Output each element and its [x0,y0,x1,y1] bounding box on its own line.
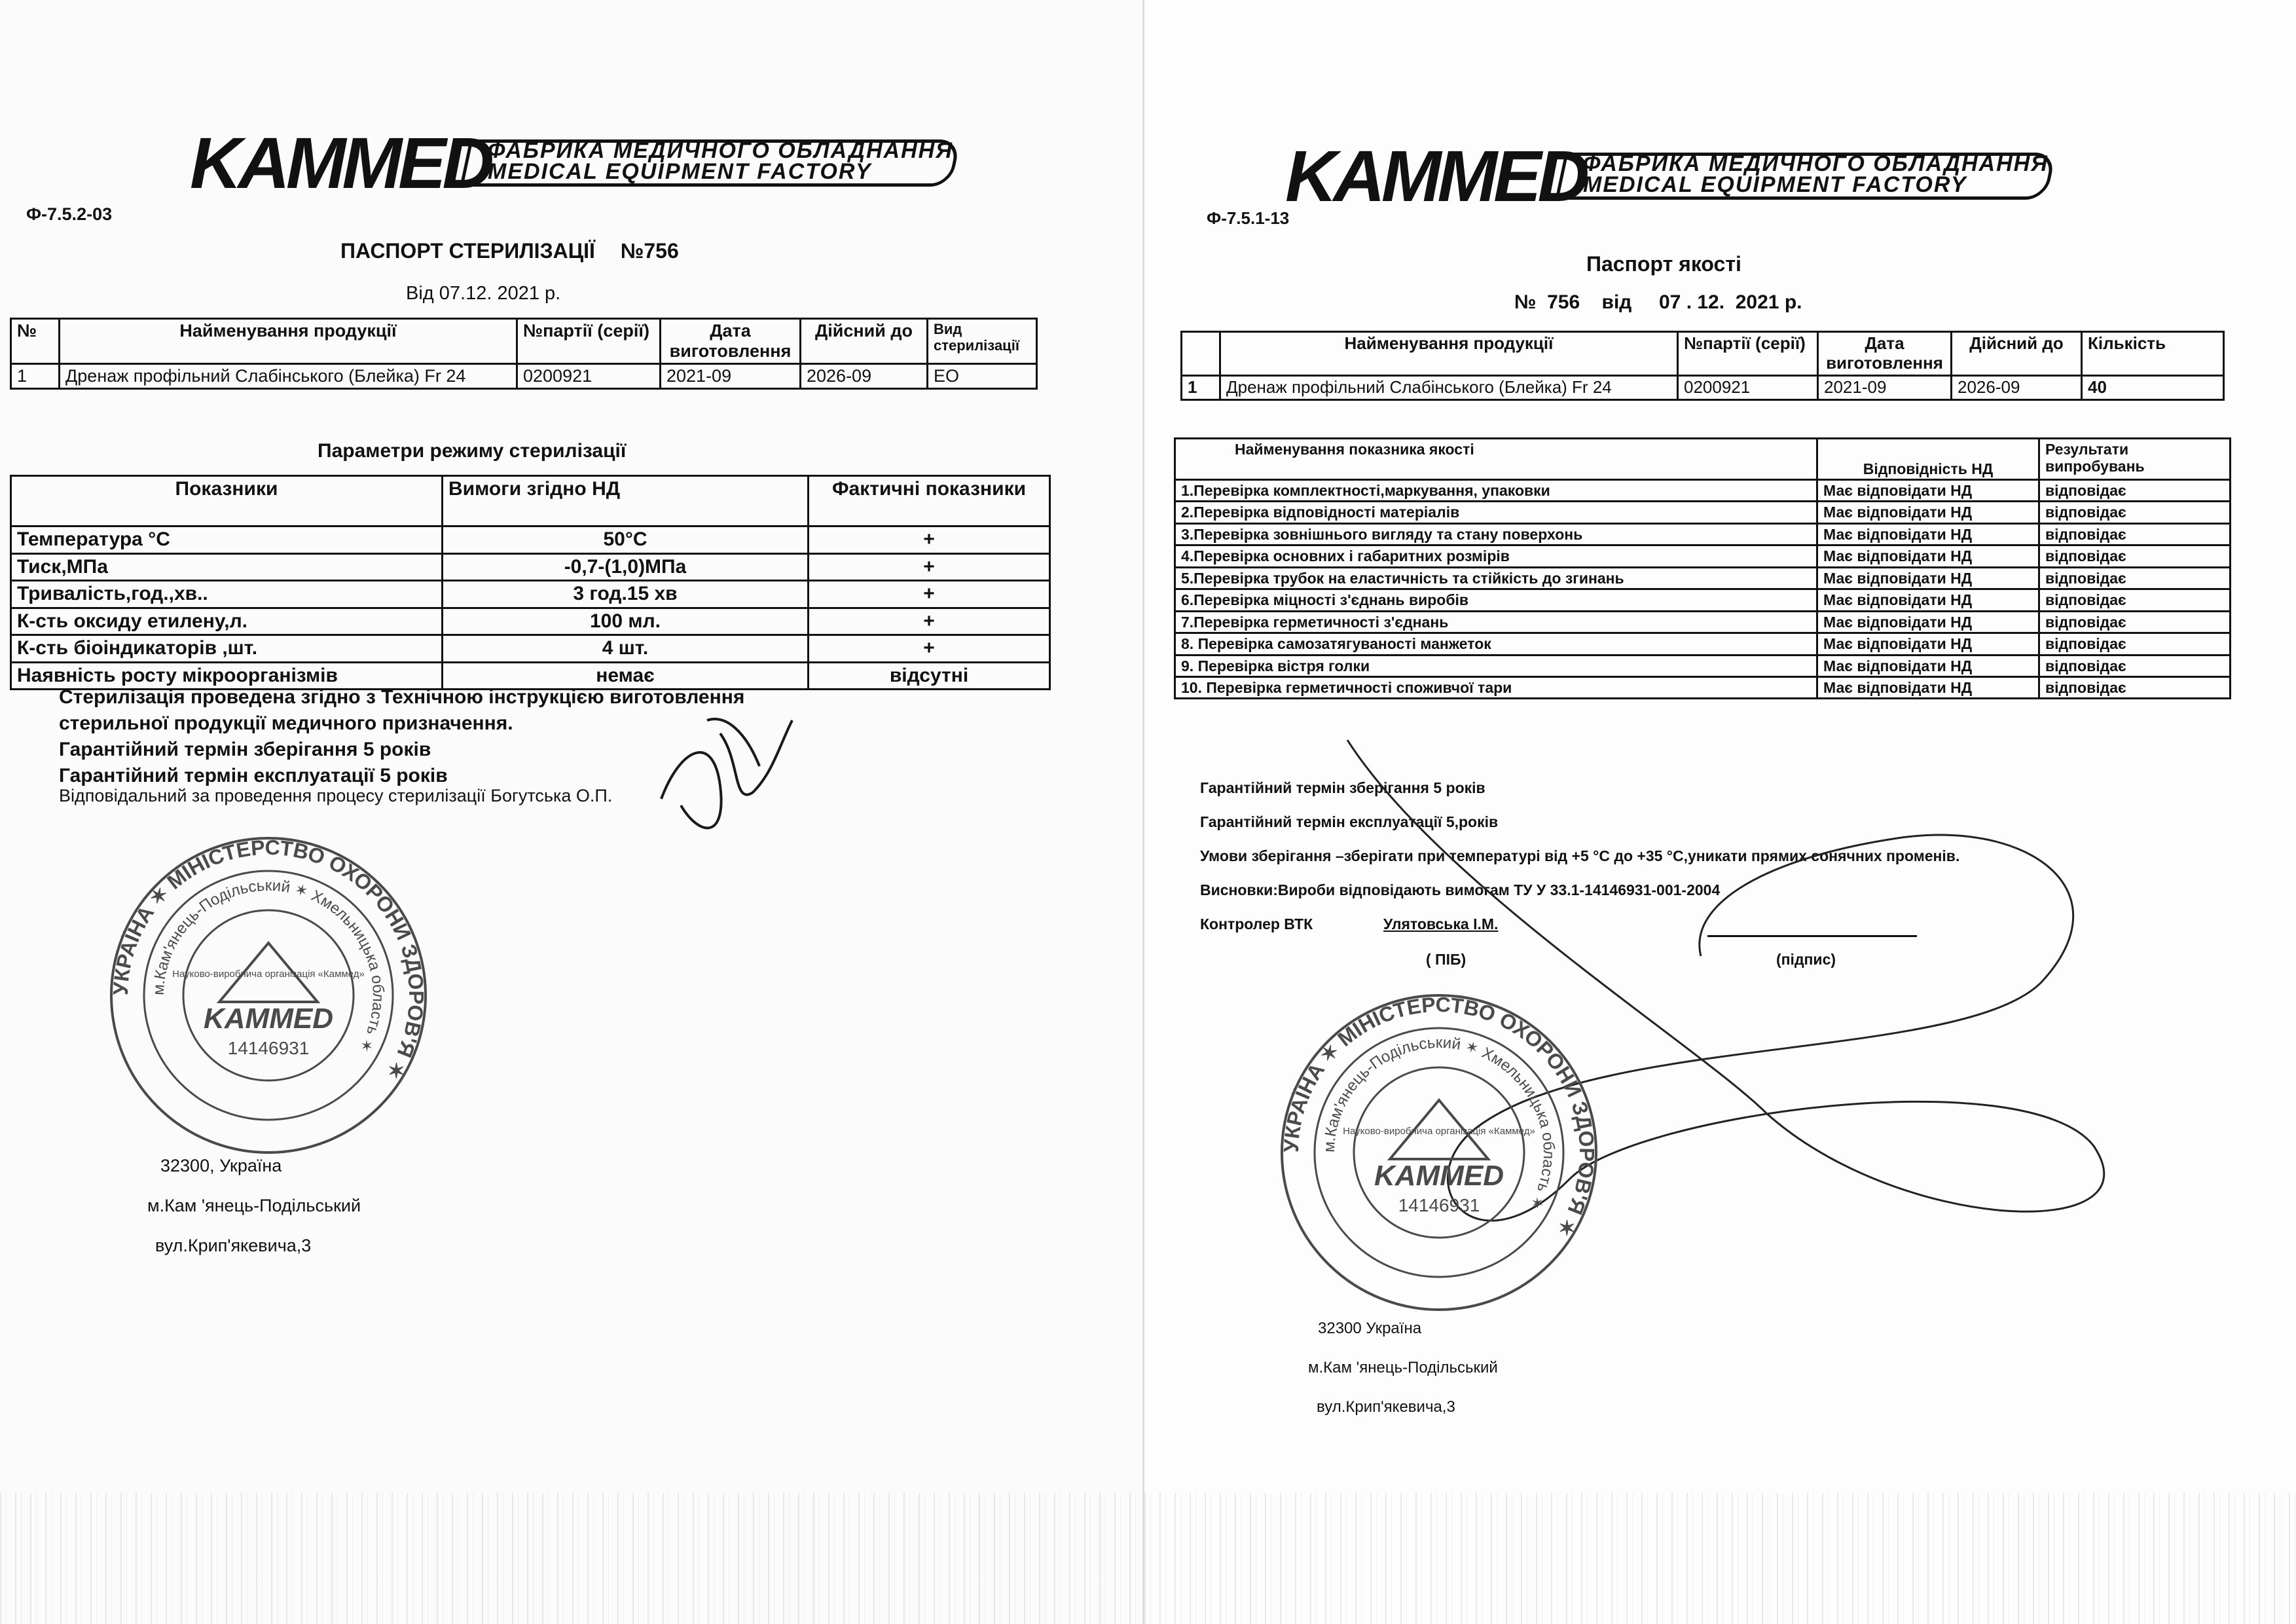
table-row [1175,589,2231,611]
stamp-inner-text: м.Кам'янець-Подільський ✶ Хмельницька область ✶ [1320,1033,1558,1213]
cell: 1 [11,364,60,389]
cell: 1.Перевірка комплектності,маркування, упаковки [1175,480,1817,502]
cell: + [809,526,1050,554]
header-cell: Вимоги згідно НД [443,476,809,526]
table-row [11,553,1050,581]
controller-label: Контролер ВТК [1200,915,1313,932]
header-cell: Відповідність НД [1817,439,2039,480]
cell: Має відповідати НД [1817,676,2039,698]
stamp-inner-text: м.Кам'янець-Подільський ✶ Хмельницька область ✶ [149,876,388,1056]
kammed-logo [190,123,962,204]
table-row [1175,545,2231,567]
cell: 0200921 [517,364,661,389]
stamp-code: 14146931 [1398,1195,1480,1215]
address-line: вул.Крип'якевича,3 [1317,1398,1455,1416]
header-cell [1182,332,1220,376]
table-header-row [11,319,1037,364]
logo-line1: ФАБРИКА МЕДИЧНОГО ОБЛАДНАННЯ [488,138,953,163]
storage-warranty: Гарантійний термін зберігання 5 років [1200,779,1485,796]
header-cell: Вид стерилізації [928,319,1037,364]
table-row [11,608,1050,635]
official-stamp [1275,989,1603,1316]
passport-number: №756 [620,239,679,263]
address-line: м.Кам 'янець-Подільський [147,1196,361,1215]
cell: відповідає [2039,611,2231,633]
table-row [11,364,1037,389]
stamp-outer-text: УКРАЇНА ✶ МІНІСТЕРСТВО ОХОРОНИ ЗДОРОВ'Я ✶ [108,835,429,1084]
cell: 2026-09 [1952,375,2082,399]
cell: 4 шт. [443,635,809,663]
cell: 2021-09 [661,364,801,389]
cell: 4.Перевірка основних і габаритних розмірів [1175,545,1817,567]
header-cell: Дата виготовлення [661,319,801,364]
cell: 9. Перевірка вістря голки [1175,655,1817,676]
cell: Має відповідати НД [1817,633,2039,655]
cell: відсутні [809,662,1050,690]
header-cell: Фактичні показники [809,476,1050,526]
table-row [11,581,1050,608]
cell: 2026-09 [801,364,928,389]
cell: 5.Перевірка трубок на еластичність та стійкість до згинань [1175,567,1817,589]
kammed-logo [1285,136,2058,217]
cell: Дренаж профільний Слабінського (Блейка) Fr 24 [1220,375,1678,399]
cell: Має відповідати НД [1817,502,2039,523]
header-cell: Найменування продукції [60,319,517,364]
note-line: Стерилізація проведена згідно з Технічною інструкцією виготовлення [59,686,745,708]
cell: відповідає [2039,480,2231,502]
passport-date: Від 07.12. 2021 р. [406,283,561,304]
conclusion: Висновки:Вироби відповідають вимогам ТУ У 33.1-14146931-001-2004 [1200,881,1721,898]
params-table [10,475,1051,690]
cell: відповідає [2039,676,2231,698]
scan-noise [1144,1493,2296,1624]
storage-warranty: Гарантійний термін зберігання 5 років [59,739,431,760]
table-row [1175,676,2231,698]
cell: 100 мл. [443,608,809,635]
cell: Має відповідати НД [1817,567,2039,589]
responsible-person: Відповідальний за проведення процесу стерилізації Богутська О.П. [59,786,613,805]
header-cell: Кількість [2082,332,2224,376]
scan-noise [0,1493,1142,1624]
signature-label: (підпис) [1776,951,1836,968]
table-row [1175,567,2231,589]
cell: Має відповідати НД [1817,480,2039,502]
cell: відповідає [2039,655,2231,676]
form-code: Ф-7.5.1-13 [1207,208,1290,228]
cell: Наявність росту мікроорганізмів [11,662,443,690]
cell: 2.Перевірка відповідності матеріалів [1175,502,1817,523]
cell: 1 [1182,375,1220,399]
cell: 8. Перевірка самозатягуваності манжеток [1175,633,1817,655]
header-cell: Найменування продукції [1220,332,1678,376]
stamp-seal [105,832,432,1159]
table-row [1175,655,2231,676]
controller-name: Улятовська І.М. [1383,915,1499,932]
header-cell: Дата виготовлення [1818,332,1952,376]
address-line: вул.Крип'якевича,3 [155,1236,312,1255]
cell: К-сть оксиду етилену,л. [11,608,443,635]
header-cell: Найменування показника якості [1175,439,1817,480]
storage-conditions: Умови зберігання –зберігати при температурі від +5 °С до +35 °С,уникати прямих сонячних променів. [1200,847,1960,864]
cell: Має відповідати НД [1817,545,2039,567]
page-title [340,239,679,263]
cell: + [809,635,1050,663]
cell: К-сть біоіндикаторів ,шт. [11,635,443,663]
stamp-brand: KAMMED [1374,1160,1504,1192]
cell: 50°С [443,526,809,554]
quality-table [1174,437,2231,699]
header-cell: №партії (серії) [1678,332,1818,376]
cell: відповідає [2039,523,2231,545]
table-row [1175,480,2231,502]
cell: 7.Перевірка герметичності з'єднань [1175,611,1817,633]
params-title: Параметри режиму стерилізації [318,440,627,462]
cell: 2021-09 [1818,375,1952,399]
address-line: 32300 Україна [1318,1320,1422,1337]
product-table [1180,331,2225,401]
address-line: 32300, Україна [160,1156,282,1175]
table-row [1175,611,2231,633]
logo-line2: MEDICAL EQUIPMENT FACTORY [1583,172,1967,197]
header-cell: Дійсний до [801,319,928,364]
stamp-inner-text-2: Науково-виробнича організація «Каммед» [172,969,365,980]
logo-brand: KAMMED [190,123,490,204]
cell: Дренаж профільний Слабінського (Блейка) Fr 24 [60,364,517,389]
header-cell: Дійсний до [1952,332,2082,376]
cell: + [809,553,1050,581]
cell: Має відповідати НД [1817,611,2039,633]
form-code: Ф-7.5.2-03 [26,204,113,224]
page-title: Паспорт якості [1586,252,1741,276]
table-row [1175,633,2231,655]
cell: відповідає [2039,567,2231,589]
table-header-row [1175,439,2231,480]
table-row [11,635,1050,663]
cell: 3 год.15 хв [443,581,809,608]
cell: Тривалість,год.,хв.. [11,581,443,608]
header-cell: №партії (серії) [517,319,661,364]
logo-line2: MEDICAL EQUIPMENT FACTORY [488,159,872,184]
cell: 10. Перевірка герметичності споживчої тари [1175,676,1817,698]
cell: Має відповідати НД [1817,589,2039,611]
cell: відповідає [2039,502,2231,523]
product-table [10,318,1038,390]
cell: + [809,581,1050,608]
cell: Має відповідати НД [1817,655,2039,676]
stamp-inner-text-2: Науково-виробнича організація «Каммед» [1343,1126,1535,1137]
table-row [1175,502,2231,523]
table-header-row [11,476,1050,526]
cell: відповідає [2039,545,2231,567]
header-cell: Результати випробувань [2039,439,2231,480]
logo-line1: ФАБРИКА МЕДИЧНОГО ОБЛАДНАННЯ [1583,151,2049,176]
address-line: м.Кам 'янець-Подільський [1308,1359,1498,1376]
note-line: стерильної продукції медичного призначення. [59,712,513,734]
stamp-seal [1275,989,1603,1316]
title-text: ПАСПОРТ СТЕРИЛІЗАЦІЇ [340,239,595,263]
pib-label: ( ПІБ) [1426,951,1467,968]
cell: немає [443,662,809,690]
cell: ЕО [928,364,1037,389]
cell: 3.Перевірка зовнішнього вигляду та стану поверхонь [1175,523,1817,545]
official-stamp [105,832,432,1159]
cell: Тиск,МПа [11,553,443,581]
operation-warranty: Гарантійний термін експлуатації 5,років [1200,813,1499,830]
cell: 0200921 [1678,375,1818,399]
cell: 6.Перевірка міцності з'єднань виробів [1175,589,1817,611]
table-row [1182,375,2224,399]
table-row [1175,523,2231,545]
sterilization-passport-sheet [0,0,1142,1624]
cell: 40 [2082,375,2224,399]
table-row [11,526,1050,554]
cell: Температура °С [11,526,443,554]
passport-number: № 756 від 07 . 12. 2021 р. [1514,291,1802,313]
operation-warranty: Гарантійний термін експлуатації 5 років [59,765,448,786]
logo-brand: KAMMED [1285,136,1586,217]
quality-passport-sheet [1142,0,2296,1624]
cell: Має відповідати НД [1817,523,2039,545]
stamp-brand: KAMMED [204,1003,333,1035]
cell: відповідає [2039,633,2231,655]
header-cell: № [11,319,60,364]
signature [642,694,812,845]
cell: + [809,608,1050,635]
cell: відповідає [2039,589,2231,611]
header-cell: Показники [11,476,443,526]
stamp-code: 14146931 [227,1038,310,1058]
table-header-row [1182,332,2224,376]
cell: -0,7-(1,0)МПа [443,553,809,581]
stamp-outer-text: УКРАЇНА ✶ МІНІСТЕРСТВО ОХОРОНИ ЗДОРОВ'Я ✶ [1279,992,1599,1242]
